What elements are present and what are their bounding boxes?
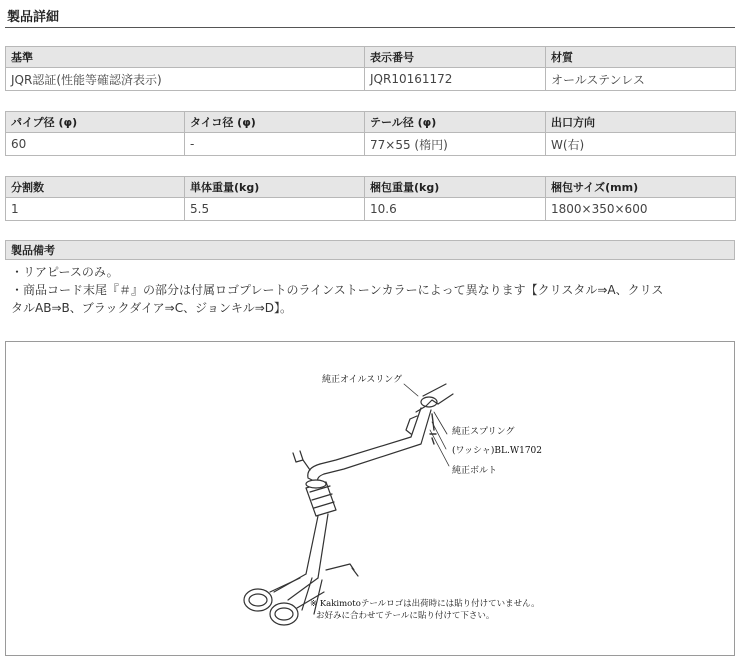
table-header-row	[6, 177, 736, 198]
header-exit-direction: 出口方向	[546, 112, 736, 133]
cell-exit-direction: W(右)	[546, 133, 736, 156]
page-title: 製品詳細	[7, 10, 60, 25]
note-line: お好みに合わせてテールに貼り付けて下さい。	[316, 611, 495, 621]
remarks-line: ・商品コード末尾『＃』の部分は付属ロゴプレートのラインストーンカラーによって異なります【クリスタル⇒A、クリス	[11, 283, 664, 297]
table-row	[6, 198, 736, 221]
product-remarks	[5, 240, 735, 317]
note-line: ※ Kakimotoテールロゴは出荷時には貼り付けていません。	[310, 599, 540, 609]
logo-note	[310, 598, 540, 622]
callout-washer: (ワッシャ)BL.W1702	[452, 446, 542, 456]
callout-spring: 純正スプリング	[452, 427, 515, 437]
header-unit-weight: 単体重量(kg)	[185, 177, 365, 198]
header-tail-diameter: テール径 (φ)	[365, 112, 546, 133]
header-material: 材質	[546, 47, 736, 68]
cell-standard: JQR認証(性能等確認済表示)	[6, 68, 365, 91]
cell-pieces: 1	[6, 198, 185, 221]
cell-display-number: JQR10161172	[365, 68, 546, 91]
remarks-line: タルAB⇒B、ブラックダイア⇒C、ジョンキル⇒D】。	[11, 301, 293, 315]
header-pieces: 分割数	[6, 177, 185, 198]
header-standard: 基準	[6, 47, 365, 68]
title-divider	[5, 27, 735, 28]
table-header-row	[6, 47, 736, 68]
header-muffler-diameter: タイコ径 (φ)	[185, 112, 365, 133]
spec-table-weights	[5, 176, 736, 221]
callout-oil-ring: 純正オイルスリング	[322, 375, 403, 385]
cell-package-weight: 10.6	[365, 198, 546, 221]
cell-muffler-diameter: -	[185, 133, 365, 156]
table-header-row	[6, 112, 736, 133]
remarks-body	[5, 260, 735, 317]
header-package-size: 梱包サイズ(mm)	[546, 177, 736, 198]
spec-table-standard	[5, 46, 736, 91]
callout-bolt: 純正ボルト	[452, 466, 498, 476]
cell-tail-diameter: 77×55 (楕円)	[365, 133, 546, 156]
cell-pipe-diameter: 60	[6, 133, 185, 156]
remarks-heading: 製品備考	[5, 240, 735, 260]
exhaust-diagram	[5, 341, 735, 656]
header-pipe-diameter: パイプ径 (φ)	[6, 112, 185, 133]
remarks-line: ・リアピースのみ。	[11, 265, 119, 279]
cell-package-size: 1800×350×600	[546, 198, 736, 221]
header-display-number: 表示番号	[365, 47, 546, 68]
cell-unit-weight: 5.5	[185, 198, 365, 221]
header-package-weight: 梱包重量(kg)	[365, 177, 546, 198]
table-row	[6, 133, 736, 156]
spec-table-diameters	[5, 111, 736, 156]
cell-material: オールステンレス	[546, 68, 736, 91]
table-row	[6, 68, 736, 91]
